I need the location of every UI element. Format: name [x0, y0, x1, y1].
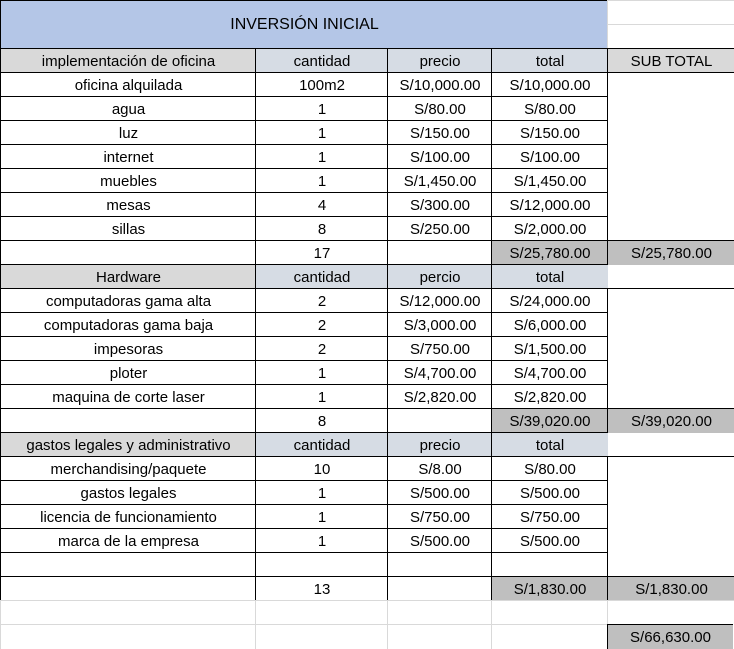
item-cell[interactable]: mesas: [0, 192, 256, 217]
section-subtotal[interactable]: S/39,020.00: [607, 408, 734, 433]
total-cell[interactable]: S/500.00: [491, 480, 608, 505]
subtotal-blank: [607, 72, 734, 241]
total-cell[interactable]: S/12,000.00: [491, 192, 608, 217]
item-cell[interactable]: gastos legales: [0, 480, 256, 505]
total-cell[interactable]: S/6,000.00: [491, 312, 608, 337]
summary-quantity[interactable]: 8: [255, 408, 388, 433]
price-cell[interactable]: S/250.00: [387, 216, 492, 241]
column-header: cantidad: [255, 432, 388, 457]
quantity-cell[interactable]: 4: [255, 192, 388, 217]
subtotal-blank: [607, 288, 734, 409]
column-header: cantidad: [255, 264, 388, 289]
item-cell[interactable]: computadoras gama alta: [0, 288, 256, 313]
summary-label-cell[interactable]: [0, 576, 256, 601]
empty-cell[interactable]: [387, 408, 492, 433]
section-total[interactable]: S/39,020.00: [491, 408, 608, 433]
item-cell[interactable]: marca de la empresa: [0, 528, 256, 553]
empty-cell[interactable]: [607, 24, 734, 49]
price-cell[interactable]: S/750.00: [387, 504, 492, 529]
quantity-cell[interactable]: 8: [255, 216, 388, 241]
section-total[interactable]: S/1,830.00: [491, 576, 608, 601]
sheet-title: INVERSIÓN INICIAL: [0, 0, 608, 49]
grand-total[interactable]: S/66,630.00: [607, 624, 733, 649]
item-cell[interactable]: [0, 552, 256, 577]
item-cell[interactable]: muebles: [0, 168, 256, 193]
item-cell[interactable]: ploter: [0, 360, 256, 385]
price-cell[interactable]: S/80.00: [387, 96, 492, 121]
column-header: cantidad: [255, 48, 388, 73]
empty-cell[interactable]: [387, 240, 492, 265]
item-cell[interactable]: oficina alquilada: [0, 72, 256, 97]
column-header: implementación de oficina: [0, 48, 256, 73]
empty-cell[interactable]: [255, 624, 388, 649]
empty-cell[interactable]: [0, 600, 256, 625]
item-cell[interactable]: licencia de funcionamiento: [0, 504, 256, 529]
total-cell[interactable]: S/10,000.00: [491, 72, 608, 97]
price-cell[interactable]: S/1,450.00: [387, 168, 492, 193]
total-cell[interactable]: S/100.00: [491, 144, 608, 169]
total-cell[interactable]: S/150.00: [491, 120, 608, 145]
quantity-cell[interactable]: 1: [255, 384, 388, 409]
item-cell[interactable]: internet: [0, 144, 256, 169]
price-cell[interactable]: S/2,820.00: [387, 384, 492, 409]
price-cell[interactable]: S/8.00: [387, 456, 492, 481]
section-subtotal[interactable]: S/25,780.00: [607, 240, 734, 265]
price-cell[interactable]: S/4,700.00: [387, 360, 492, 385]
empty-cell[interactable]: [607, 0, 734, 25]
quantity-cell[interactable]: 1: [255, 528, 388, 553]
empty-cell[interactable]: [491, 624, 608, 649]
quantity-cell[interactable]: [255, 552, 388, 577]
column-header: total: [491, 432, 608, 457]
total-cell[interactable]: S/500.00: [491, 528, 608, 553]
column-header: precio: [387, 432, 492, 457]
item-cell[interactable]: sillas: [0, 216, 256, 241]
empty-cell[interactable]: [387, 600, 492, 625]
quantity-cell[interactable]: 1: [255, 480, 388, 505]
price-cell[interactable]: S/12,000.00: [387, 288, 492, 313]
price-cell[interactable]: S/100.00: [387, 144, 492, 169]
quantity-cell[interactable]: 1: [255, 96, 388, 121]
total-cell[interactable]: S/80.00: [491, 456, 608, 481]
price-cell[interactable]: S/750.00: [387, 336, 492, 361]
quantity-cell[interactable]: 10: [255, 456, 388, 481]
total-cell[interactable]: S/24,000.00: [491, 288, 608, 313]
column-header: total: [491, 48, 608, 73]
item-cell[interactable]: agua: [0, 96, 256, 121]
summary-label-cell[interactable]: [0, 408, 256, 433]
price-cell[interactable]: S/500.00: [387, 480, 492, 505]
empty-cell[interactable]: [255, 600, 388, 625]
total-cell[interactable]: S/4,700.00: [491, 360, 608, 385]
item-cell[interactable]: luz: [0, 120, 256, 145]
column-header: total: [491, 264, 608, 289]
section-subtotal[interactable]: S/1,830.00: [607, 576, 734, 601]
column-header: precio: [387, 48, 492, 73]
empty-cell[interactable]: [0, 624, 256, 649]
empty-cell[interactable]: [387, 576, 492, 601]
quantity-cell[interactable]: 1: [255, 504, 388, 529]
empty-cell[interactable]: [491, 600, 608, 625]
total-cell[interactable]: S/2,000.00: [491, 216, 608, 241]
quantity-cell[interactable]: 1: [255, 144, 388, 169]
total-cell[interactable]: S/750.00: [491, 504, 608, 529]
quantity-cell[interactable]: 1: [255, 168, 388, 193]
column-header: Hardware: [0, 264, 256, 289]
summary-label-cell[interactable]: [0, 240, 256, 265]
price-cell[interactable]: S/500.00: [387, 528, 492, 553]
total-cell[interactable]: S/2,820.00: [491, 384, 608, 409]
price-cell[interactable]: S/3,000.00: [387, 312, 492, 337]
price-cell[interactable]: S/300.00: [387, 192, 492, 217]
summary-quantity[interactable]: 13: [255, 576, 388, 601]
quantity-cell[interactable]: 1: [255, 360, 388, 385]
column-header: percio: [387, 264, 492, 289]
total-cell[interactable]: S/1,500.00: [491, 336, 608, 361]
empty-cell[interactable]: [607, 600, 734, 625]
price-cell[interactable]: S/150.00: [387, 120, 492, 145]
subtotal-header: SUB TOTAL: [607, 48, 734, 73]
quantity-cell[interactable]: 1: [255, 120, 388, 145]
item-cell[interactable]: merchandising/paquete: [0, 456, 256, 481]
total-cell[interactable]: S/80.00: [491, 96, 608, 121]
quantity-cell[interactable]: 2: [255, 336, 388, 361]
column-header: gastos legales y administrativo: [0, 432, 256, 457]
empty-cell[interactable]: [387, 624, 492, 649]
total-cell[interactable]: S/1,450.00: [491, 168, 608, 193]
quantity-cell[interactable]: 2: [255, 312, 388, 337]
section-total[interactable]: S/25,780.00: [491, 240, 608, 265]
price-cell[interactable]: [387, 552, 492, 577]
item-cell[interactable]: computadoras gama baja: [0, 312, 256, 337]
quantity-cell[interactable]: 2: [255, 288, 388, 313]
quantity-cell[interactable]: 100m2: [255, 72, 388, 97]
summary-quantity[interactable]: 17: [255, 240, 388, 265]
price-cell[interactable]: S/10,000.00: [387, 72, 492, 97]
subtotal-blank: [607, 456, 734, 577]
item-cell[interactable]: maquina de corte laser: [0, 384, 256, 409]
item-cell[interactable]: impesoras: [0, 336, 256, 361]
total-cell[interactable]: [491, 552, 608, 577]
